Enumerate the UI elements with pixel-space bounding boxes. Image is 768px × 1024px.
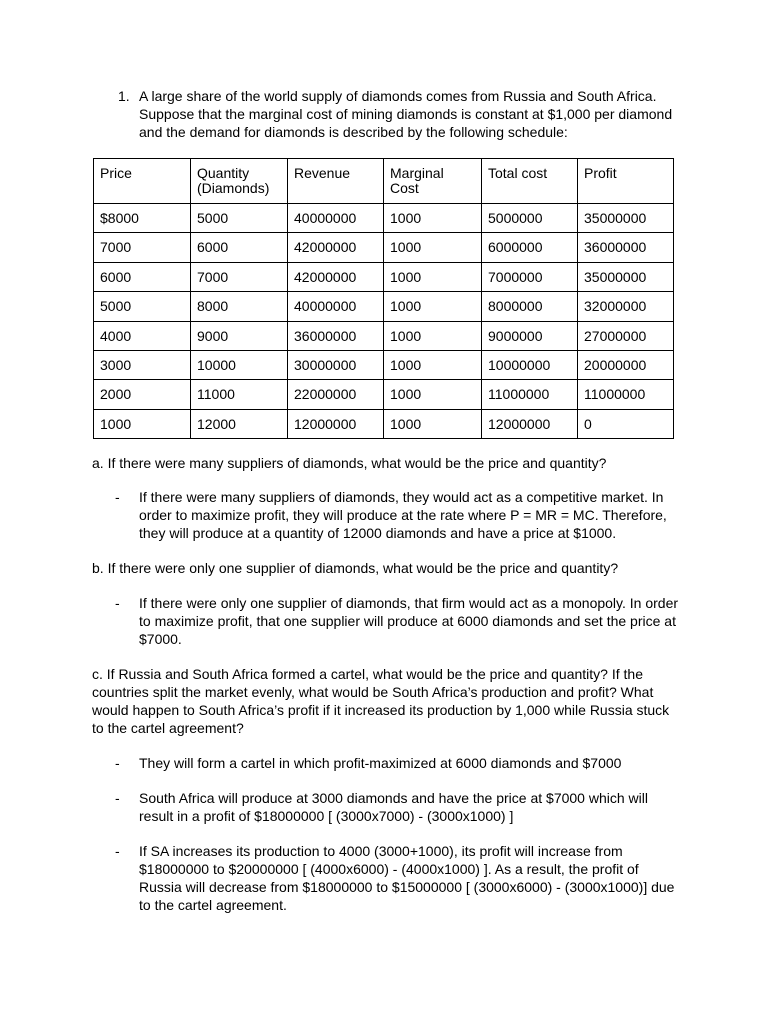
cell-total-cost: 7000000	[482, 262, 578, 291]
cell-profit: 27000000	[578, 321, 674, 350]
cell-quantity: 5000	[191, 204, 288, 233]
table-row	[94, 380, 674, 409]
table-row	[94, 350, 674, 379]
cell-total-cost: 10000000	[482, 350, 578, 379]
header-marginal-cost: Marginal Cost	[384, 159, 482, 204]
part-c-answer-3	[115, 842, 685, 914]
table-row	[94, 204, 674, 233]
cell-quantity: 11000	[191, 380, 288, 409]
cell-profit: 35000000	[578, 204, 674, 233]
bullet-dash: -	[115, 595, 120, 611]
cell-marginal-cost: 1000	[384, 204, 482, 233]
cell-price: 1000	[94, 409, 191, 438]
cell-marginal-cost: 1000	[384, 350, 482, 379]
cell-revenue: 36000000	[288, 321, 384, 350]
cell-revenue: 22000000	[288, 380, 384, 409]
table-row	[94, 321, 674, 350]
table-row	[94, 233, 674, 262]
bullet-dash: -	[115, 843, 120, 859]
cell-price: 2000	[94, 380, 191, 409]
demand-schedule-table	[93, 158, 674, 439]
answer-text: If SA increases its production to 4000 (3000+1000), its profit will increase from $18000000 to $20000000 [ (4000x6000) - (4000x1000) ]. As a result, the profit of Russia will decrease from $18000000 to $15000000 [ (3000x6000) - (3000x1000)] due to the cartel agreement.	[139, 843, 675, 913]
table-header-row	[94, 159, 674, 204]
cell-total-cost: 12000000	[482, 409, 578, 438]
cell-quantity: 9000	[191, 321, 288, 350]
bullet-dash: -	[115, 755, 120, 771]
table-row	[94, 262, 674, 291]
cell-quantity: 7000	[191, 262, 288, 291]
cell-revenue: 12000000	[288, 409, 384, 438]
cell-total-cost: 11000000	[482, 380, 578, 409]
cell-revenue: 42000000	[288, 233, 384, 262]
header-price: Price	[94, 159, 191, 204]
question-text: A large share of the world supply of diamonds comes from Russia and South Africa. Suppose that the marginal cost of mining diamonds is constant at $1,000 per diamond and the demand for diamonds is described by the following schedule:	[139, 88, 673, 140]
header-total-cost: Total cost	[482, 159, 578, 204]
bullet-dash: -	[115, 489, 120, 505]
cell-quantity: 6000	[191, 233, 288, 262]
cell-price: 4000	[94, 321, 191, 350]
cell-total-cost: 5000000	[482, 204, 578, 233]
part-b-answer	[115, 594, 685, 648]
cell-marginal-cost: 1000	[384, 262, 482, 291]
cell-price: 6000	[94, 262, 191, 291]
header-revenue: Revenue	[288, 159, 384, 204]
cell-revenue: 30000000	[288, 350, 384, 379]
part-c-answer-2	[115, 789, 685, 825]
answer-text: They will form a cartel in which profit-maximized at 6000 diamonds and $7000	[139, 755, 622, 771]
cell-marginal-cost: 1000	[384, 233, 482, 262]
cell-total-cost: 6000000	[482, 233, 578, 262]
part-a-question: a. If there were many suppliers of diamonds, what would be the price and quantity?	[92, 455, 607, 471]
cell-profit: 0	[578, 409, 674, 438]
cell-price: 5000	[94, 292, 191, 321]
cell-quantity: 12000	[191, 409, 288, 438]
part-b-question: b. If there were only one supplier of diamonds, what would be the price and quantity?	[92, 560, 619, 576]
cell-revenue: 42000000	[288, 262, 384, 291]
table-row	[94, 409, 674, 438]
cell-price: 7000	[94, 233, 191, 262]
cell-marginal-cost: 1000	[384, 321, 482, 350]
cell-profit: 32000000	[578, 292, 674, 321]
cell-marginal-cost: 1000	[384, 292, 482, 321]
question-1	[118, 87, 678, 141]
answer-text: South Africa will produce at 3000 diamonds and have the price at $7000 which will result in a profit of $18000000 [ (3000x7000) - (3000x1000) ]	[139, 790, 648, 824]
cell-profit: 36000000	[578, 233, 674, 262]
answer-text: If there were only one supplier of diamonds, that firm would act as a monopoly. In order to maximize profit, that one supplier will produce at 6000 diamonds and set the price at $7000.	[139, 595, 679, 647]
cell-total-cost: 9000000	[482, 321, 578, 350]
header-profit: Profit	[578, 159, 674, 204]
part-c-question: c. If Russia and South Africa formed a cartel, what would be the price and quantity? If the countries split the market evenly, what would be South Africa’s production and profit? What would happen to South Africa’s profit if it increased its production by 1,000 while Russia stuck to the cartel agreement?	[92, 666, 670, 736]
answer-text: If there were many suppliers of diamonds, they would act as a competitive market. In order to maximize profit, they will produce at the rate where P = MR = MC. Therefore, they will produce at a quantity of 12000 diamonds and have a price at $1000.	[139, 489, 667, 541]
cell-profit: 11000000	[578, 380, 674, 409]
cell-quantity: 10000	[191, 350, 288, 379]
cell-price: 3000	[94, 350, 191, 379]
cell-total-cost: 8000000	[482, 292, 578, 321]
part-a-answer	[115, 488, 685, 542]
cell-marginal-cost: 1000	[384, 409, 482, 438]
cell-price: $8000	[94, 204, 191, 233]
bullet-dash: -	[115, 790, 120, 806]
cell-quantity: 8000	[191, 292, 288, 321]
cell-profit: 20000000	[578, 350, 674, 379]
cell-profit: 35000000	[578, 262, 674, 291]
table-row	[94, 292, 674, 321]
header-quantity: Quantity (Diamonds)	[191, 159, 288, 204]
part-c-answer-1	[115, 754, 685, 772]
cell-marginal-cost: 1000	[384, 380, 482, 409]
cell-revenue: 40000000	[288, 292, 384, 321]
question-number: 1.	[118, 88, 130, 104]
cell-revenue: 40000000	[288, 204, 384, 233]
